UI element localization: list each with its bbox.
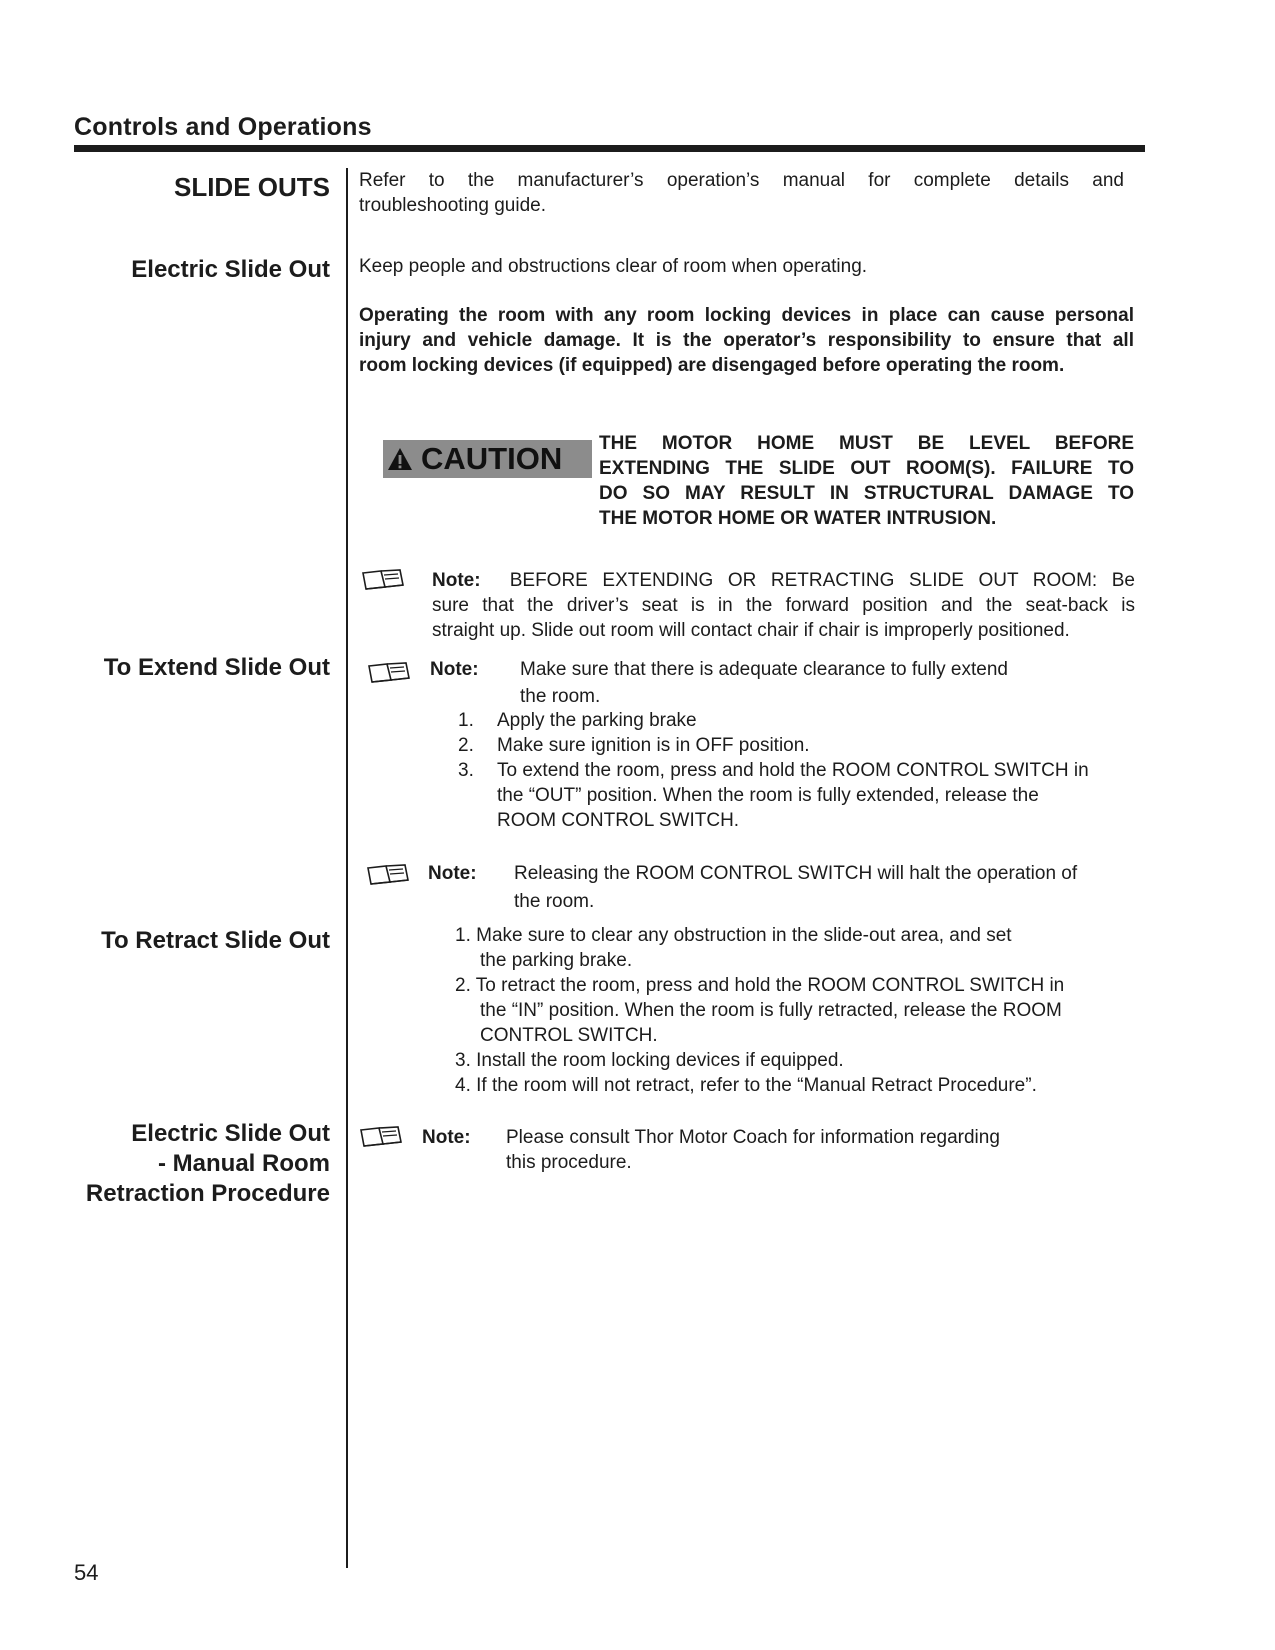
locking-warning xyxy=(359,303,1134,378)
extend-step-1: Apply the parking brake xyxy=(497,710,697,731)
warning-triangle-icon xyxy=(387,446,413,472)
keep-clear-text: Keep people and obstructions clear of room when operating. xyxy=(359,256,868,277)
book-icon xyxy=(358,1124,404,1150)
note-consult xyxy=(506,1125,1126,1175)
heading-electric-slide-out: Electric Slide Out xyxy=(131,256,330,283)
note-label: Note: xyxy=(422,1127,471,1148)
retract-step1-line1: 1. Make sure to clear any obstruction in the slide-out area, and set xyxy=(455,925,1012,946)
step-number: 3. xyxy=(458,760,474,781)
book-icon xyxy=(360,567,406,593)
extend-step-3 xyxy=(497,758,1147,833)
retract-step2-line2: the “IN” position. When the room is fully retracted, release the ROOM xyxy=(480,1000,1062,1021)
extend-step3-line1: To extend the room, press and hold the ROOM CONTROL SWITCH in xyxy=(497,760,1089,781)
heading-manual-line2: - Manual Room xyxy=(158,1150,330,1177)
retract-step4: 4. If the room will not retract, refer to the “Manual Retract Procedure”. xyxy=(455,1075,1037,1096)
clearance-line1: Make sure that there is adequate clearance to fully extend xyxy=(520,659,1008,680)
retract-step2-line1: 2. To retract the room, press and hold the ROOM CONTROL SWITCH in xyxy=(455,975,1065,996)
note-seat-position xyxy=(432,568,1135,643)
note-label: Note: xyxy=(430,659,479,680)
caution-line3: DO SO MAY RESULT IN STRUCTURAL DAMAGE TO xyxy=(599,483,1134,504)
consult-line1: Please consult Thor Motor Coach for information regarding xyxy=(506,1127,1000,1148)
clearance-line2: the room. xyxy=(520,686,601,707)
warning-line3: room locking devices (if equipped) are disengaged before operating the room. xyxy=(359,355,1065,376)
release-line2: the room. xyxy=(514,891,595,912)
heading-manual-line1: Electric Slide Out xyxy=(131,1120,330,1147)
caution-word: CAUTION xyxy=(421,441,563,476)
intro-line2: troubleshooting guide. xyxy=(359,195,546,216)
book-icon xyxy=(366,660,412,686)
heading-to-extend: To Extend Slide Out xyxy=(103,654,330,681)
heading-to-retract: To Retract Slide Out xyxy=(101,927,330,954)
note1-line1: BEFORE EXTENDING OR RETRACTING SLIDE OUT ROOM: Be xyxy=(509,570,1135,591)
intro-paragraph xyxy=(359,168,1124,218)
retract-steps xyxy=(455,923,1135,1098)
heading-slide-outs: SLIDE OUTS xyxy=(173,172,330,202)
heading-manual-retraction xyxy=(86,1119,330,1209)
caution-label xyxy=(383,440,592,478)
caution-line2: EXTENDING THE SLIDE OUT ROOM(S). FAILURE TO xyxy=(599,458,1134,479)
page-number: 54 xyxy=(74,1560,99,1585)
caution-line1: THE MOTOR HOME MUST BE LEVEL BEFORE xyxy=(599,433,1134,454)
header-rule xyxy=(74,145,1145,152)
warning-line1: Operating the room with any room locking devices in place can cause personal xyxy=(359,305,1134,326)
consult-line2: this procedure. xyxy=(506,1152,632,1173)
note-clearance xyxy=(520,657,1120,709)
heading-manual-line3: Retraction Procedure xyxy=(85,1180,330,1207)
column-divider xyxy=(346,168,348,1568)
book-icon xyxy=(365,862,411,888)
retract-step2-line3: CONTROL SWITCH. xyxy=(480,1025,658,1046)
extend-step-2: Make sure ignition is in OFF position. xyxy=(497,735,810,756)
note-release-switch xyxy=(514,861,1134,914)
step-number: 1. xyxy=(458,710,474,731)
retract-step1-line2: the parking brake. xyxy=(480,950,633,971)
caution-text xyxy=(599,431,1134,531)
intro-line1: Refer to the manufacturer’s operation’s manual for complete details and xyxy=(359,170,1124,191)
release-line1: Releasing the ROOM CONTROL SWITCH will halt the operation of xyxy=(514,863,1078,884)
retract-step3: 3. Install the room locking devices if equipped. xyxy=(455,1050,844,1071)
step-number: 2. xyxy=(458,735,474,756)
caution-line4: THE MOTOR HOME OR WATER INTRUSION. xyxy=(599,508,997,529)
extend-step3-line3: ROOM CONTROL SWITCH. xyxy=(497,810,740,831)
warning-line2: injury and vehicle damage. It is the operator’s responsibility to ensure that all xyxy=(359,330,1134,351)
note-label: Note: xyxy=(432,570,481,591)
note1-line3: straight up. Slide out room will contact chair if chair is improperly positioned. xyxy=(432,620,1070,641)
extend-step3-line2: the “OUT” position. When the room is fully extended, release the xyxy=(497,785,1039,806)
note-label: Note: xyxy=(428,863,477,884)
page-title: Controls and Operations xyxy=(74,113,372,141)
note1-line2: sure that the driver’s seat is in the forward position and the seat-back is xyxy=(432,595,1135,616)
